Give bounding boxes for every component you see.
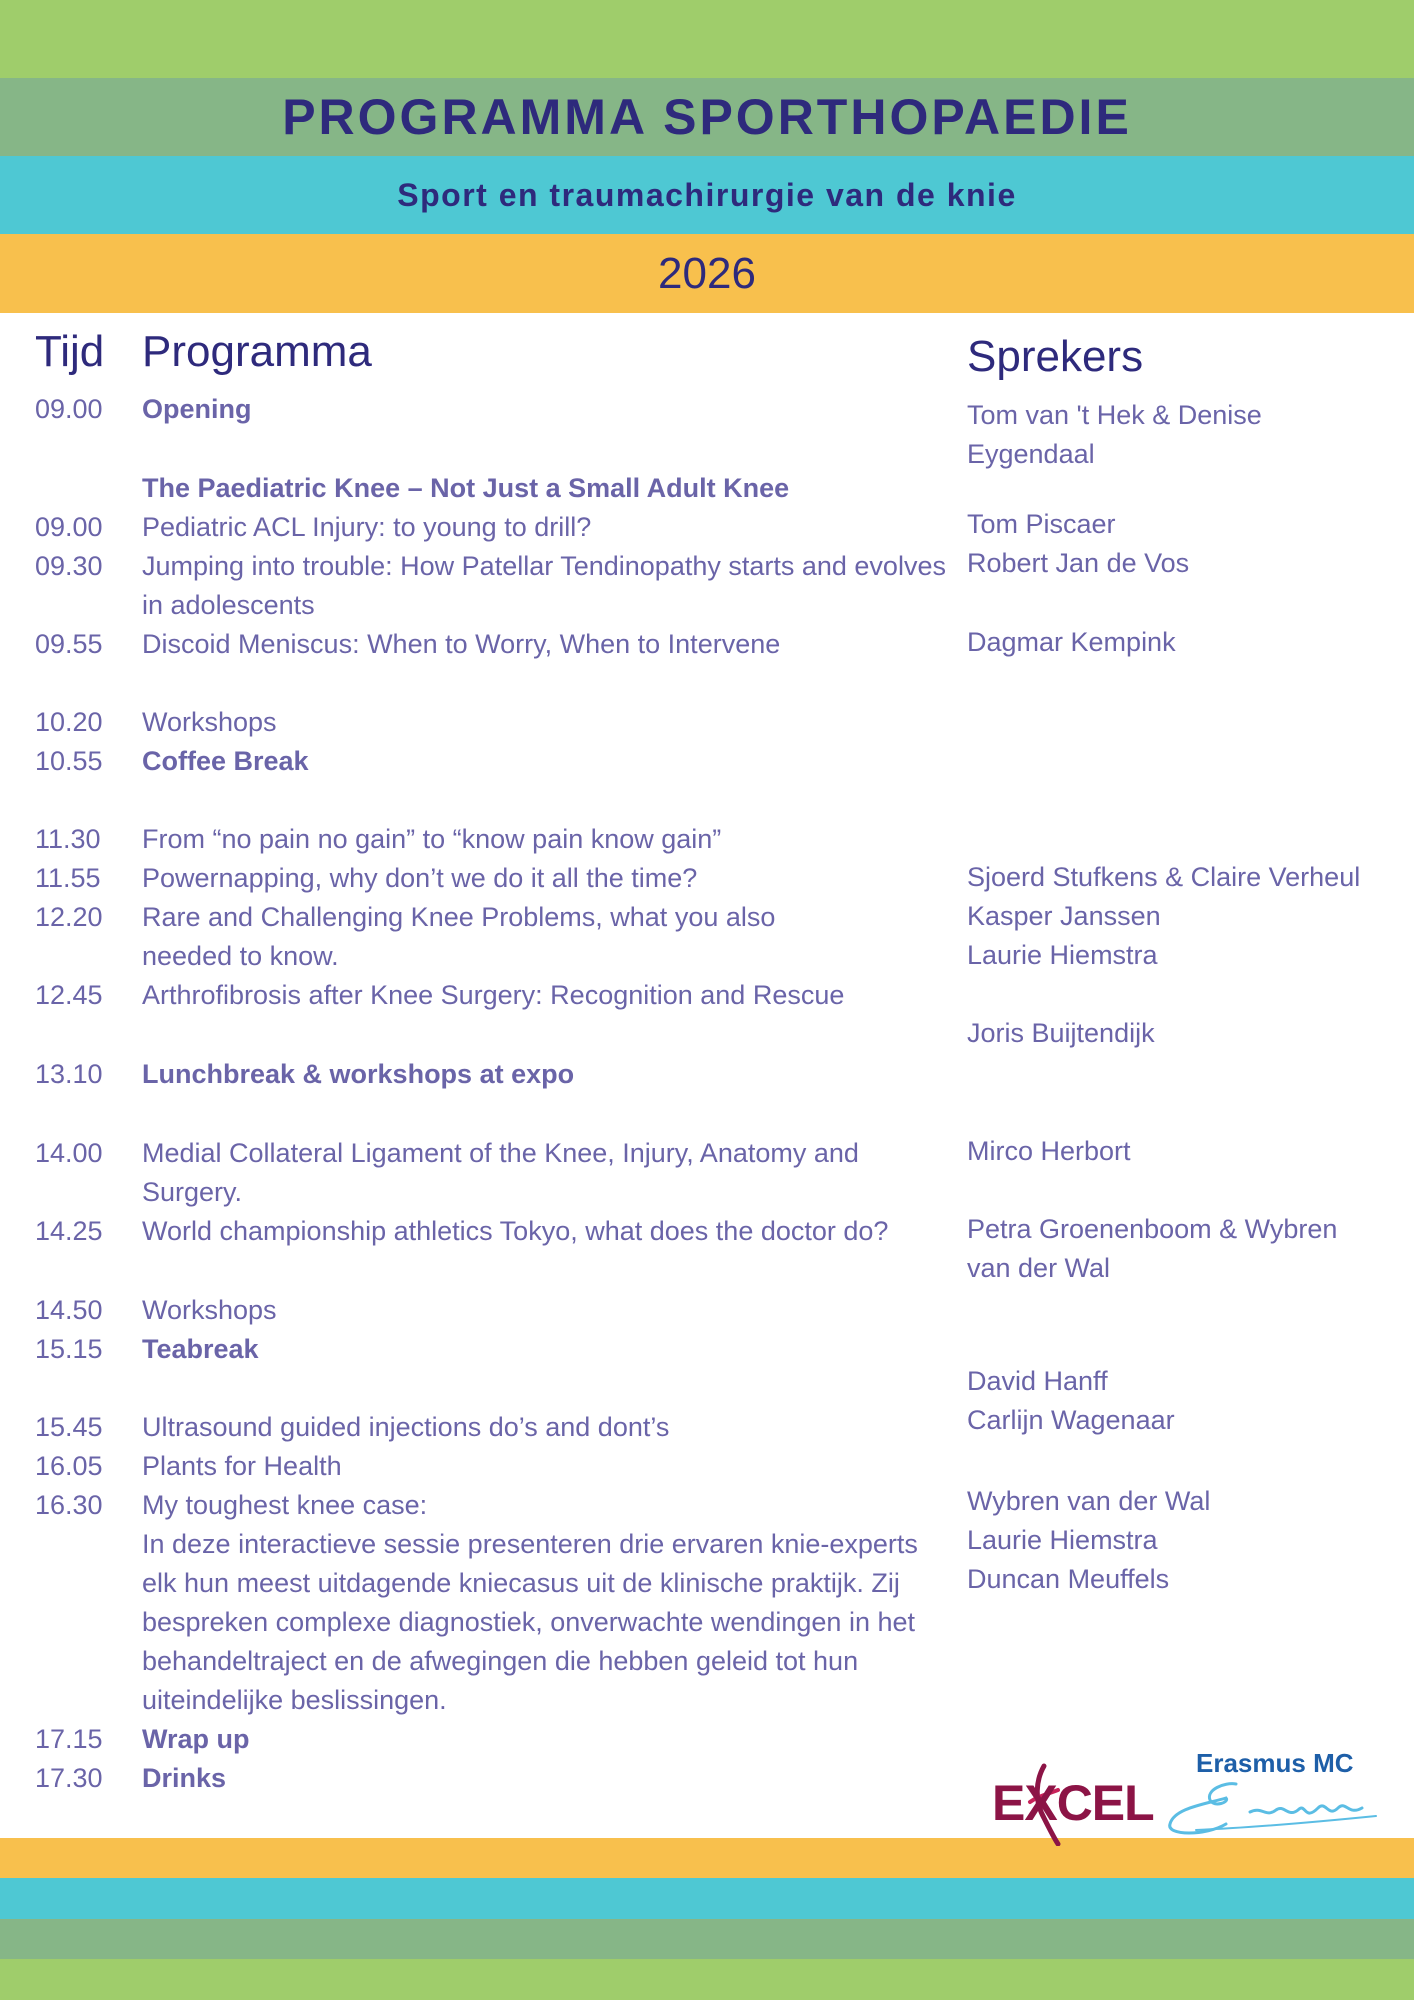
program-time: 09.30 bbox=[35, 551, 103, 581]
page-title: PROGRAMMA SPORTHOPAEDIE bbox=[282, 89, 1132, 145]
column-header-time: Tijd bbox=[35, 327, 105, 376]
speaker: Duncan Meuffels bbox=[967, 1564, 1170, 1594]
program-title: Drinks bbox=[142, 1763, 227, 1793]
program-time: 13.10 bbox=[35, 1059, 103, 1089]
program-time: 17.30 bbox=[35, 1763, 103, 1793]
column-header-speakers: Sprekers bbox=[967, 332, 1144, 381]
program-time: 09.55 bbox=[35, 629, 103, 659]
program-title: Pediatric ACL Injury: to young to drill? bbox=[142, 512, 592, 542]
program-time: 17.15 bbox=[35, 1724, 103, 1754]
program-time: 14.00 bbox=[35, 1138, 103, 1168]
excel-logo-text: EXCEL bbox=[992, 1775, 1154, 1831]
program-time: 09.00 bbox=[35, 512, 103, 542]
speaker: Sjoerd Stufkens & Claire Verheul bbox=[967, 862, 1361, 892]
program-title: Discoid Meniscus: When to Worry, When to Intervene bbox=[142, 629, 781, 659]
column-header-program: Programma bbox=[142, 327, 372, 376]
program-title: From “no pain no gain” to “know pain know gain” bbox=[142, 824, 722, 854]
speaker: Tom Piscaer bbox=[967, 509, 1116, 539]
speaker: Kasper Janssen bbox=[967, 901, 1161, 931]
program-time: 14.50 bbox=[35, 1295, 103, 1325]
speaker: Carlijn Wagenaar bbox=[967, 1405, 1175, 1435]
program-title: The Paediatric Knee – Not Just a Small Adult Knee bbox=[142, 473, 790, 503]
program-title: Lunchbreak & workshops at expo bbox=[142, 1059, 575, 1089]
program-time: 11.55 bbox=[35, 863, 101, 893]
program-title: Workshops bbox=[142, 1295, 277, 1325]
program-time: 11.30 bbox=[35, 824, 101, 854]
speaker: Laurie Hiemstra bbox=[967, 1525, 1158, 1555]
program-time: 12.20 bbox=[35, 902, 103, 932]
program-title: Powernapping, why don’t we do it all the time? bbox=[142, 863, 698, 893]
program-title: Medial Collateral Ligament of the Knee, Injury, Anatomy and Surgery. bbox=[142, 1138, 859, 1207]
top-band-green bbox=[0, 0, 1414, 78]
program-time: 09.00 bbox=[35, 394, 103, 424]
program-year: 2026 bbox=[658, 249, 756, 298]
program-time: 10.55 bbox=[35, 746, 103, 776]
program-title: Opening bbox=[142, 394, 252, 424]
speaker: David Hanff bbox=[967, 1366, 1108, 1396]
erasmus-mc-logo-text: Erasmus MC bbox=[1196, 1748, 1354, 1778]
program-time: 16.05 bbox=[35, 1451, 103, 1481]
speaker: Wybren van der Wal bbox=[967, 1486, 1211, 1516]
program-title: Arthrofibrosis after Knee Surgery: Recognition and Rescue bbox=[142, 980, 845, 1010]
bottom-band-teal bbox=[0, 1878, 1414, 1919]
program-title: Wrap up bbox=[142, 1724, 250, 1754]
page-subtitle: Sport en traumachirurgie van de knie bbox=[397, 176, 1017, 213]
program-time: 15.45 bbox=[35, 1412, 103, 1442]
program-title: Ultrasound guided injections do’s and dont’s bbox=[142, 1412, 670, 1442]
speaker: Laurie Hiemstra bbox=[967, 940, 1158, 970]
program-title: My toughest knee case: bbox=[142, 1490, 428, 1520]
erasmus-signature-mark bbox=[1166, 1778, 1386, 1848]
program-title: Jumping into trouble: How Patellar Tendinopathy starts and evolves in adolescents bbox=[142, 551, 946, 620]
program-time: 16.30 bbox=[35, 1490, 103, 1520]
program-title: Rare and Challenging Knee Problems, what you also needed to know. bbox=[142, 902, 776, 971]
bottom-band-green bbox=[0, 1959, 1414, 2000]
excel-logo bbox=[992, 1760, 1154, 1844]
program-title: Plants for Health bbox=[142, 1451, 342, 1481]
program-time: 15.15 bbox=[35, 1334, 103, 1364]
program-time: 10.20 bbox=[35, 707, 103, 737]
program-time: 14.25 bbox=[35, 1216, 103, 1246]
speaker: Mirco Herbort bbox=[967, 1136, 1131, 1166]
program-title: Workshops bbox=[142, 707, 277, 737]
speaker: Tom van 't Hek & Denise Eygendaal bbox=[967, 400, 1262, 469]
program-title: Coffee Break bbox=[142, 746, 309, 776]
program-description-text: In deze interactieve sessie presenteren drie ervaren knie-experts elk hun meest uitdagende kniecasus uit de klinische praktijk. Zij bespreken complexe diagnostiek, onverwachte wendingen in het behandeltraject en de afwegingen die hebben geleid tot hun uiteindelijke beslissingen. bbox=[142, 1529, 918, 1715]
speaker: Joris Buijtendijk bbox=[967, 1018, 1155, 1048]
bottom-band-sage bbox=[0, 1919, 1414, 1959]
program-title: World championship athletics Tokyo, what does the doctor do? bbox=[142, 1216, 889, 1246]
speaker: Dagmar Kempink bbox=[967, 627, 1176, 657]
program-title: Teabreak bbox=[142, 1334, 259, 1364]
speaker: Petra Groenenboom & Wybren van der Wal bbox=[967, 1214, 1338, 1283]
erasmus-mc-logo bbox=[1166, 1748, 1386, 1844]
program-time: 12.45 bbox=[35, 980, 103, 1010]
speaker: Robert Jan de Vos bbox=[967, 548, 1190, 578]
